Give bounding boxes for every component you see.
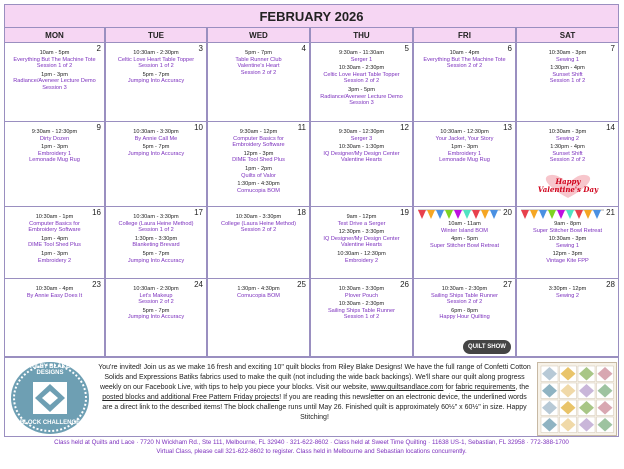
event-title: Vintage Kite FPP — [546, 257, 589, 264]
badge-top-text: RILEY BLAKE DESIGNS — [30, 364, 70, 376]
event-title: Test Drive a Serger — [337, 220, 386, 227]
day-number: 13 — [503, 123, 512, 132]
event-list — [108, 286, 204, 323]
event-title: Sailing Ships Table Runner Session 1 of 2 — [327, 307, 396, 321]
event-title: Your Jacket, Your Story — [435, 135, 494, 142]
footer-virtual: Virtual Class, please call 321-622-8602 to register. Class held in Melbourne and Sebastian locations concurrently. — [156, 447, 467, 455]
event-list — [7, 50, 102, 94]
event-item[interactable] — [210, 286, 307, 299]
event-title: Jumping Into Accuracy — [127, 78, 185, 85]
event-time: 9:30am - 11:30am — [339, 50, 384, 56]
day-number: 19 — [400, 208, 409, 217]
event-title: Super Stitcher Bowl Retreat — [429, 242, 500, 249]
event-list — [108, 214, 204, 266]
event-time: 10:30am - 2:30pm — [133, 50, 179, 56]
day-cell — [105, 122, 207, 207]
event-title: Celtic Love Heart Table Topper Session 2 of 2 — [323, 71, 400, 85]
day-cell — [207, 279, 310, 357]
event-item[interactable] — [210, 129, 307, 149]
event-time: 10:30am - 2:30pm — [338, 301, 385, 308]
event-time: 6pm - 8pm — [451, 307, 478, 314]
event-title: Radiance/Aveneer Lecture Demo Session 3 — [13, 78, 96, 91]
event-item[interactable] — [313, 87, 410, 107]
event-item[interactable] — [313, 50, 410, 63]
event-item[interactable] — [519, 251, 616, 264]
event-title: Jumping Into Accuracy — [127, 257, 185, 264]
valentine-text: Happy Valentine's Day — [537, 177, 599, 194]
event-time: 10:30am - 3:30pm — [235, 214, 282, 220]
day-cell — [413, 279, 516, 364]
event-time: 5pm - 7pm — [142, 71, 170, 78]
event-item[interactable] — [313, 301, 410, 321]
event-list — [519, 50, 616, 87]
day-header-wed: WED — [207, 28, 310, 43]
event-item[interactable] — [7, 251, 102, 264]
day-number: 28 — [606, 280, 615, 289]
event-item[interactable] — [108, 129, 204, 142]
event-item[interactable] — [519, 236, 616, 249]
event-title: Sewing 1 — [555, 242, 579, 249]
event-item[interactable] — [108, 236, 204, 249]
day-cell — [4, 207, 105, 279]
event-list — [416, 286, 513, 323]
event-item[interactable] — [7, 214, 102, 234]
day-number: 3 — [198, 44, 203, 53]
event-item[interactable] — [7, 50, 102, 70]
event-item[interactable] — [519, 129, 616, 142]
event-item[interactable] — [108, 251, 204, 264]
day-cell — [4, 122, 105, 207]
bunting-banner-icon — [521, 208, 604, 220]
event-time: 10:30am - 4pm — [35, 286, 74, 292]
day-header-fri: FRI — [413, 28, 516, 43]
event-item[interactable] — [210, 181, 307, 194]
day-number: 12 — [400, 123, 409, 132]
fabric-requirements-link[interactable]: fabric requirements — [455, 384, 516, 391]
event-title: Jumping Into Accuracy — [127, 150, 185, 157]
event-list — [313, 214, 410, 266]
event-time: 10:30am - 1pm — [35, 214, 74, 220]
bunting-banner-icon — [418, 208, 501, 220]
event-time: 3:30pm - 12pm — [548, 286, 587, 292]
day-cell — [310, 279, 413, 357]
event-item[interactable] — [313, 214, 410, 227]
day-header-thu: THU — [310, 28, 413, 43]
event-time: 1pm - 3pm — [41, 71, 68, 78]
day-number: 2 — [96, 44, 101, 53]
event-title: Super Stitcher Bowl Retreat — [532, 227, 603, 234]
event-title: Jumping Into Accuracy — [127, 314, 185, 321]
event-time: 10:30am - 2:30pm — [441, 286, 488, 292]
event-title: IQ Designer/My Design Center Valentine Hearts — [323, 150, 400, 164]
event-title: Dirty Dozen — [39, 135, 70, 142]
event-title: DIME Tool Shed Plus — [28, 242, 81, 249]
day-cell — [516, 122, 619, 207]
event-time: 5pm - 7pm — [245, 50, 272, 56]
day-cell — [516, 43, 619, 122]
event-item[interactable] — [519, 286, 616, 299]
event-title: IQ Designer/My Design Center Valentine Hearts — [323, 235, 400, 249]
event-item[interactable] — [313, 229, 410, 249]
event-title: Serger 1 — [350, 56, 373, 63]
event-list — [519, 221, 616, 267]
event-time: 10:30am - 3pm — [548, 50, 587, 56]
event-item[interactable] — [416, 286, 513, 306]
event-list — [108, 50, 204, 87]
event-title: Sewing 2 — [555, 135, 579, 142]
event-time: 3pm - 5pm — [348, 86, 375, 93]
day-cell — [310, 207, 413, 279]
event-list — [313, 50, 410, 109]
event-item[interactable] — [519, 50, 616, 63]
day-number: 18 — [297, 208, 306, 217]
event-time: 5pm - 7pm — [142, 250, 170, 257]
event-item[interactable] — [210, 214, 307, 234]
event-time: 1pm - 2pm — [245, 165, 272, 172]
event-list — [210, 129, 307, 196]
event-time: 5pm - 7pm — [142, 307, 170, 314]
day-number: 14 — [606, 123, 615, 132]
day-cell — [310, 43, 413, 122]
event-list — [313, 129, 410, 166]
event-time: 1pm - 3pm — [41, 250, 68, 257]
promo-section — [4, 357, 619, 437]
event-item[interactable] — [519, 221, 616, 234]
promo-text-c: , the — [515, 384, 530, 391]
event-item[interactable] — [313, 251, 410, 264]
day-header-mon: MON — [4, 28, 105, 43]
promo-text — [97, 363, 532, 423]
event-title: Blanketing Brevard — [132, 242, 180, 249]
event-time: 12pm - 3pm — [243, 150, 274, 157]
event-time: 10:30am - 3pm — [548, 129, 587, 135]
event-title: Computer Basics for Embroidery Software — [28, 220, 81, 234]
day-number: 26 — [400, 280, 409, 289]
promo-text-a: You're invited! Join us as we make 16 fresh and exciting 10" quilt blocks from Riley Blake Designs! We have the full range of Confetti Cotton Solids and Expressions Batiks fabrics used to make the quilt (not including the wide back backings). We'll share our quilt along progress weekly on our Facebook Live, with tips to help you piece your blocks. Visit our website, — [98, 364, 531, 391]
event-item[interactable] — [7, 129, 102, 142]
event-title: College (Laura Heine Method) Session 1 of 2 — [118, 220, 194, 234]
event-title: Sunset Shift Session 2 of 2 — [549, 150, 586, 164]
day-number: 4 — [301, 44, 306, 53]
event-title: Sewing 1 — [555, 56, 579, 63]
day-cell — [207, 122, 310, 207]
event-time: 10:30am - 2:30pm — [133, 286, 179, 292]
event-time: 12:30pm - 3:30pm — [338, 229, 385, 236]
event-item[interactable] — [7, 286, 102, 299]
event-list — [7, 214, 102, 266]
event-time: 10:30am - 3pm — [548, 236, 587, 243]
day-cell — [4, 43, 105, 122]
event-title: Computer Basics for Embroidery Software — [232, 135, 285, 149]
event-title: Cornucopia BOM — [237, 292, 280, 299]
event-item[interactable] — [108, 286, 204, 306]
day-number: 20 — [503, 208, 512, 217]
event-item[interactable] — [108, 308, 204, 321]
event-time: 10:30am - 12:30pm — [440, 129, 489, 135]
event-list — [313, 286, 410, 323]
event-title: Sunset Shift Session 1 of 2 — [549, 71, 586, 85]
event-title: Quilts of Valor — [241, 172, 276, 179]
event-time: 10:30am - 3:30pm — [133, 214, 179, 220]
event-title: DIME Tool Shed Plus — [232, 157, 285, 164]
event-time: 1:30pm - 4pm — [550, 65, 585, 72]
quilt-image — [537, 362, 617, 436]
event-time: 1pm - 4pm — [41, 235, 68, 242]
promo-text-d: ! If you are reading this newsletter on an electronic device, the underlined words are a direct link to the described items! The block challenge runs until May 26. Finished quilt is approximately 60½" x 60½" in size. Happy Stitching! — [102, 394, 527, 421]
event-item[interactable] — [7, 236, 102, 249]
day-number: 16 — [92, 208, 101, 217]
event-item[interactable] — [108, 72, 204, 85]
event-time: 10:30am - 1:30pm — [338, 144, 385, 151]
event-list — [519, 286, 616, 301]
event-item[interactable] — [416, 129, 513, 142]
event-item[interactable] — [210, 50, 307, 76]
day-number: 27 — [503, 280, 512, 289]
event-time: 10:30am - 3:30pm — [133, 129, 179, 135]
event-title: College (Laura Heine Method) Session 2 of 2 — [221, 220, 296, 234]
event-title: Serger 3 — [350, 135, 373, 142]
calendar-title: FEBRUARY 2026 — [4, 4, 619, 28]
event-item[interactable] — [416, 50, 513, 70]
event-title: Happy Hour Quilting — [439, 314, 490, 321]
event-item[interactable] — [7, 144, 102, 164]
day-number: 7 — [610, 44, 615, 53]
day-number: 25 — [297, 280, 306, 289]
event-item[interactable] — [313, 286, 410, 299]
day-cell — [516, 207, 619, 279]
event-title: Plover Pouch — [344, 292, 379, 299]
event-item[interactable] — [416, 221, 513, 234]
event-time: 10:30am - 3:30pm — [338, 286, 385, 292]
day-cell — [413, 122, 516, 207]
day-cell — [413, 43, 516, 122]
event-title: Embroidery 1 Lemonade Mug Rug — [439, 150, 490, 164]
event-list — [519, 129, 616, 166]
event-time: 12pm - 3pm — [552, 251, 583, 258]
event-title: Let's Makeup Session 2 of 2 — [138, 292, 174, 306]
event-title: Table Runner Club Valentine's Heart Session 2 of 2 — [235, 56, 282, 76]
event-title: Sailing Ships Table Runner Session 2 of 2 — [430, 292, 499, 306]
day-cell — [516, 279, 619, 357]
event-item[interactable] — [313, 129, 410, 142]
event-time: 1:30pm - 4:30pm — [237, 286, 280, 292]
day-header-sat: SAT — [516, 28, 619, 43]
event-title: Radiance/Aveneer Lecture Demo Session 3 — [320, 93, 403, 107]
badge-block-icon — [33, 382, 67, 414]
day-cell — [105, 279, 207, 357]
day-cell — [207, 207, 310, 279]
valentine-graphic — [535, 172, 601, 205]
event-item[interactable] — [519, 144, 616, 164]
day-cell — [413, 207, 516, 279]
event-time: 9:30am - 12:30pm — [31, 129, 78, 135]
event-item[interactable] — [210, 151, 307, 164]
event-time: 10am - 4pm — [449, 50, 480, 56]
event-title: Embroidery 1 Lemonade Mug Rug — [29, 150, 80, 164]
event-title: Celtic Love Heart Table Topper Session 1 of 2 — [117, 56, 195, 70]
event-time: 1pm - 3pm — [41, 144, 68, 151]
event-time: 10am - 5pm — [39, 50, 70, 56]
event-item[interactable] — [416, 236, 513, 249]
event-item[interactable] — [416, 144, 513, 164]
promo-text-b: for — [443, 384, 456, 391]
event-time: 1:30pm - 3:30pm — [134, 235, 178, 242]
event-time: 1:30pm - 4:30pm — [237, 181, 280, 188]
day-number: 23 — [92, 280, 101, 289]
event-item[interactable] — [313, 65, 410, 85]
footer — [4, 439, 619, 456]
calendar-page — [4, 4, 619, 465]
day-cell — [105, 43, 207, 122]
event-list — [210, 286, 307, 301]
event-list — [210, 50, 307, 78]
day-cell — [207, 43, 310, 122]
day-header-tue: TUE — [105, 28, 207, 43]
event-time: 9am - 12pm — [346, 214, 377, 220]
event-title: By Annie Call Me — [134, 135, 178, 142]
event-time: 5pm - 7pm — [142, 144, 170, 151]
day-number: 21 — [606, 208, 615, 217]
event-item[interactable] — [313, 144, 410, 164]
day-number: 10 — [194, 123, 203, 132]
event-time: 10am - 11am — [448, 221, 481, 227]
event-list — [7, 286, 102, 301]
event-list — [416, 129, 513, 166]
day-number: 6 — [507, 44, 512, 53]
event-title: Everything But The Machine Tote Session 1 of 2 — [13, 56, 96, 70]
day-number: 17 — [194, 208, 203, 217]
event-title: Sewing 2 — [555, 292, 579, 299]
website-link[interactable]: www.quiltsandlace.com — [370, 384, 444, 391]
day-number: 11 — [297, 123, 306, 132]
footer-locations: Class held at Quilts and Lace · 7720 N Wickham Rd., Ste 111, Melbourne, FL 32940 · 321-622-8602 · Class held at Sweet Time Quilting · 11638 US-1, Sebastian, FL 32958 · 772-388-1700 — [54, 439, 569, 446]
event-time: 9:30am - 12pm — [239, 129, 278, 135]
event-time: 9am - 8pm — [554, 221, 581, 227]
event-title: Embroidery 2 — [37, 257, 72, 264]
event-title: Cornucopia BOM — [237, 187, 280, 194]
posted-blocks-link[interactable]: posted blocks and additional Free Pattern Friday projects — [102, 394, 280, 401]
event-time: 10:30am - 12:30pm — [337, 250, 386, 257]
event-item[interactable] — [210, 166, 307, 179]
event-list — [7, 129, 102, 166]
day-number: 24 — [194, 280, 203, 289]
day-cell — [4, 279, 105, 357]
event-time: 9:30am - 12:30pm — [338, 129, 385, 135]
event-item[interactable] — [108, 50, 204, 70]
event-title: Everything But The Machine Tote Session 2 of 2 — [423, 56, 506, 70]
event-title: Winter Island BOM — [441, 227, 488, 234]
event-list — [108, 129, 204, 159]
event-item[interactable] — [7, 72, 102, 92]
event-title: By Annie Easy Does It — [26, 292, 83, 299]
event-list — [416, 221, 513, 251]
event-item[interactable] — [519, 65, 616, 85]
badge-bottom-text: BLOCK CHALLENGE — [19, 420, 81, 426]
event-item[interactable] — [108, 214, 204, 234]
event-title: Embroidery 2 — [344, 257, 379, 264]
quilt-show-badge: QUILT SHOW 2026 — [463, 340, 511, 354]
event-list — [210, 214, 307, 236]
event-time: 1pm - 3pm — [451, 144, 478, 151]
event-item[interactable] — [416, 308, 513, 321]
day-cell — [310, 122, 413, 207]
block-challenge-badge — [11, 362, 89, 434]
day-number: 9 — [96, 123, 101, 132]
event-list — [416, 50, 513, 72]
event-time: 1:30pm - 4pm — [550, 144, 585, 151]
event-item[interactable] — [108, 144, 204, 157]
day-number: 5 — [404, 44, 409, 53]
day-cell — [105, 207, 207, 279]
event-time: 10:30am - 2:30pm — [338, 65, 385, 72]
event-time: 4pm - 5pm — [451, 236, 478, 243]
